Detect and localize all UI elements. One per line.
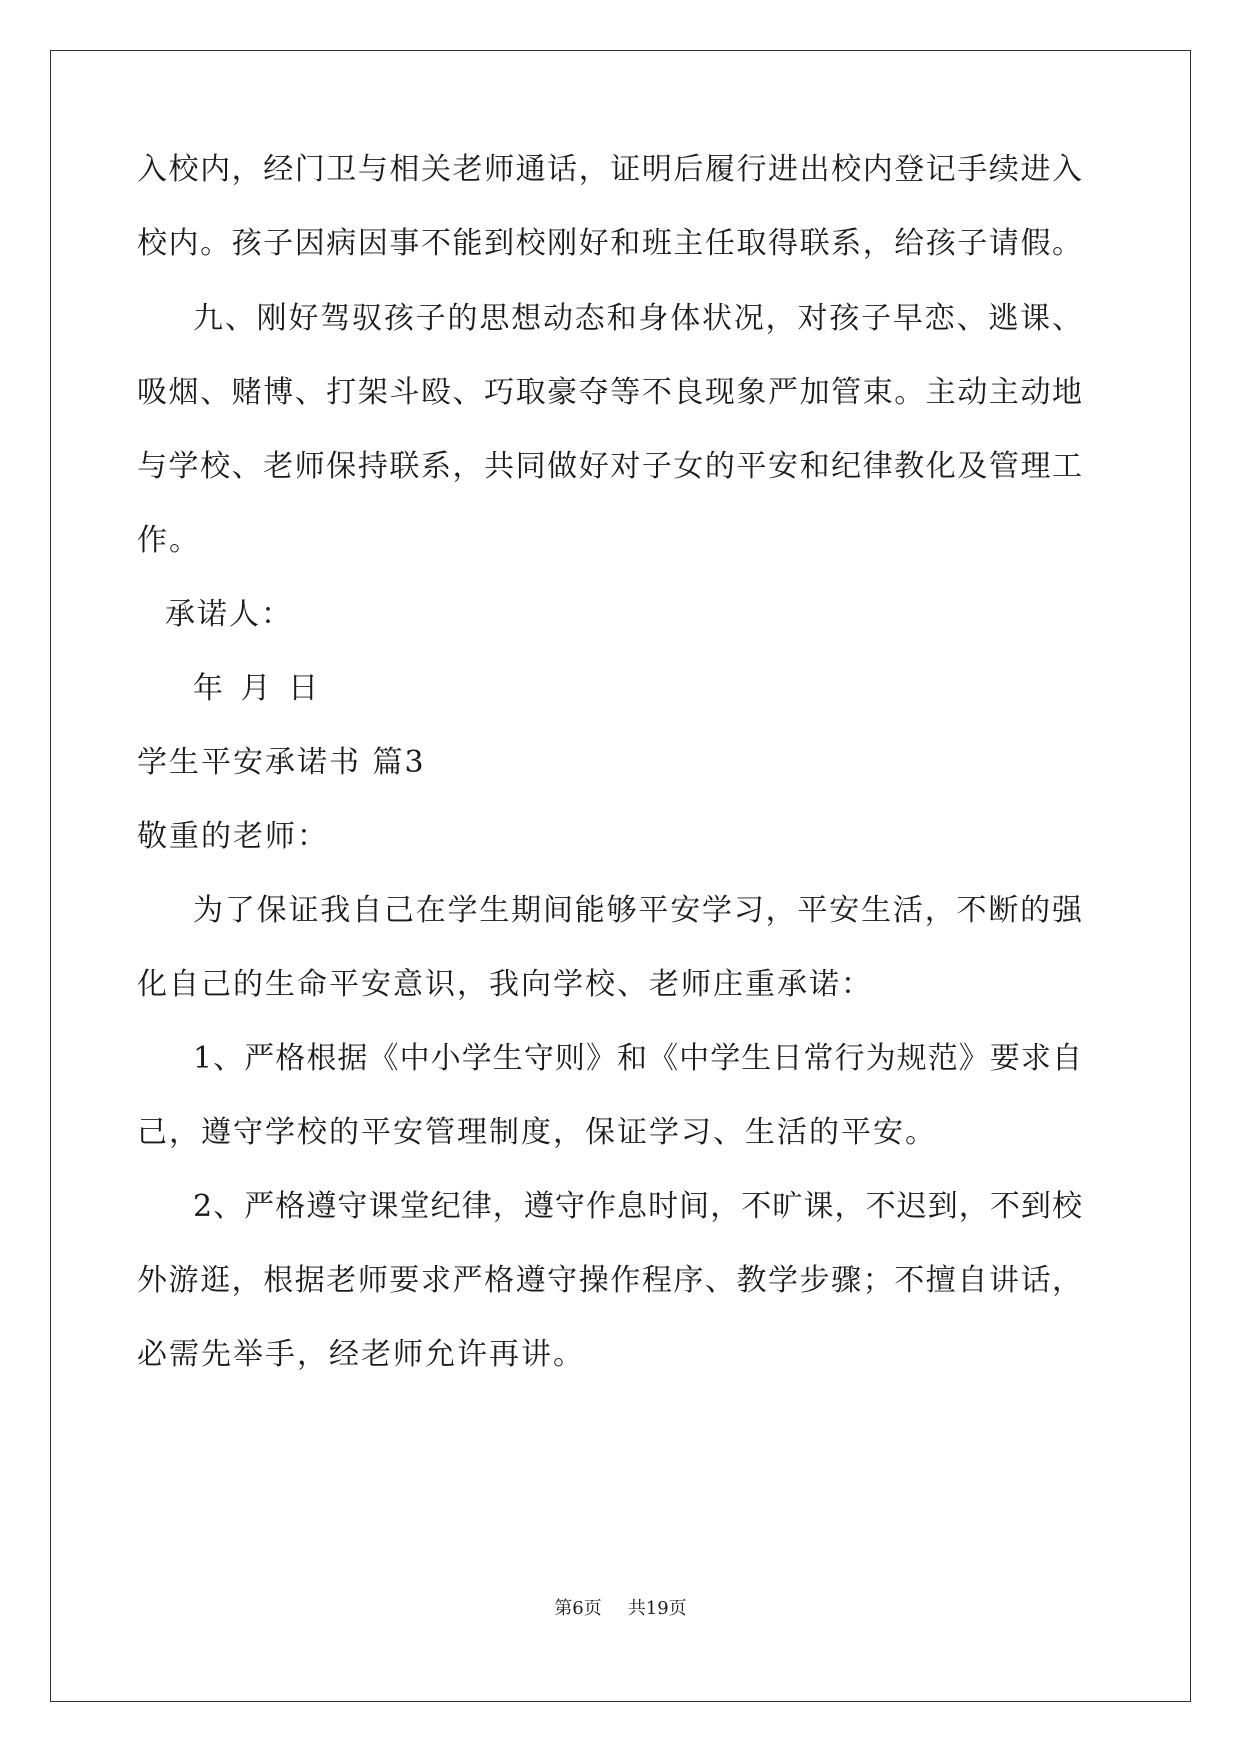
signer-label: 承诺人： xyxy=(165,597,293,632)
text-line: 与学校、老师保持联系，共同做好对子女的平安和纪律教化及管理工 xyxy=(137,449,1082,484)
text-line: 作。 xyxy=(137,523,201,558)
page-footer xyxy=(0,1597,1241,1621)
page-total: 共19页 xyxy=(627,1598,687,1619)
section-heading: 学生平安承诺书 篇3 xyxy=(137,745,426,780)
text-line: 必需先举手，经老师允许再讲。 xyxy=(137,1337,585,1372)
text-line: 入校内，经门卫与相关老师通话，证明后履行进出校内登记手续进入 xyxy=(137,152,1082,187)
paragraph-item-1-start: 1、严格根据《中小学生守则》和《中学生日常行为规范》要求自 xyxy=(193,1041,1082,1076)
text-line: 己，遵守学校的平安管理制度，保证学习、生活的平安。 xyxy=(137,1115,937,1150)
page-border xyxy=(50,50,1191,1702)
text-line: 吸烟、赌博、打架斗殴、巧取豪夺等不良现象严加管束。主动主动地 xyxy=(137,375,1082,410)
paragraph-intro-start: 为了保证我自己在学生期间能够平安学习，平安生活，不断的强 xyxy=(193,893,1082,928)
text-line: 外游逛，根据老师要求严格遵守操作程序、教学步骤；不擅自讲话， xyxy=(137,1263,1082,1298)
text-line: 化自己的生命平安意识，我向学校、老师庄重承诺： xyxy=(137,967,873,1002)
paragraph-item-2-start: 2、严格遵守课堂纪律，遵守作息时间，不旷课，不迟到，不到校 xyxy=(193,1189,1082,1224)
page-number: 第6页 xyxy=(554,1598,602,1619)
salutation: 敬重的老师： xyxy=(137,819,329,854)
paragraph-nine-start: 九、刚好驾驭孩子的思想动态和身体状况，对孩子早恋、逃课、 xyxy=(193,301,1082,336)
text-line: 校内。孩子因病因事不能到校刚好和班主任取得联系，给孩子请假。 xyxy=(137,226,1082,261)
date-line: 年 月 日 xyxy=(193,671,323,706)
